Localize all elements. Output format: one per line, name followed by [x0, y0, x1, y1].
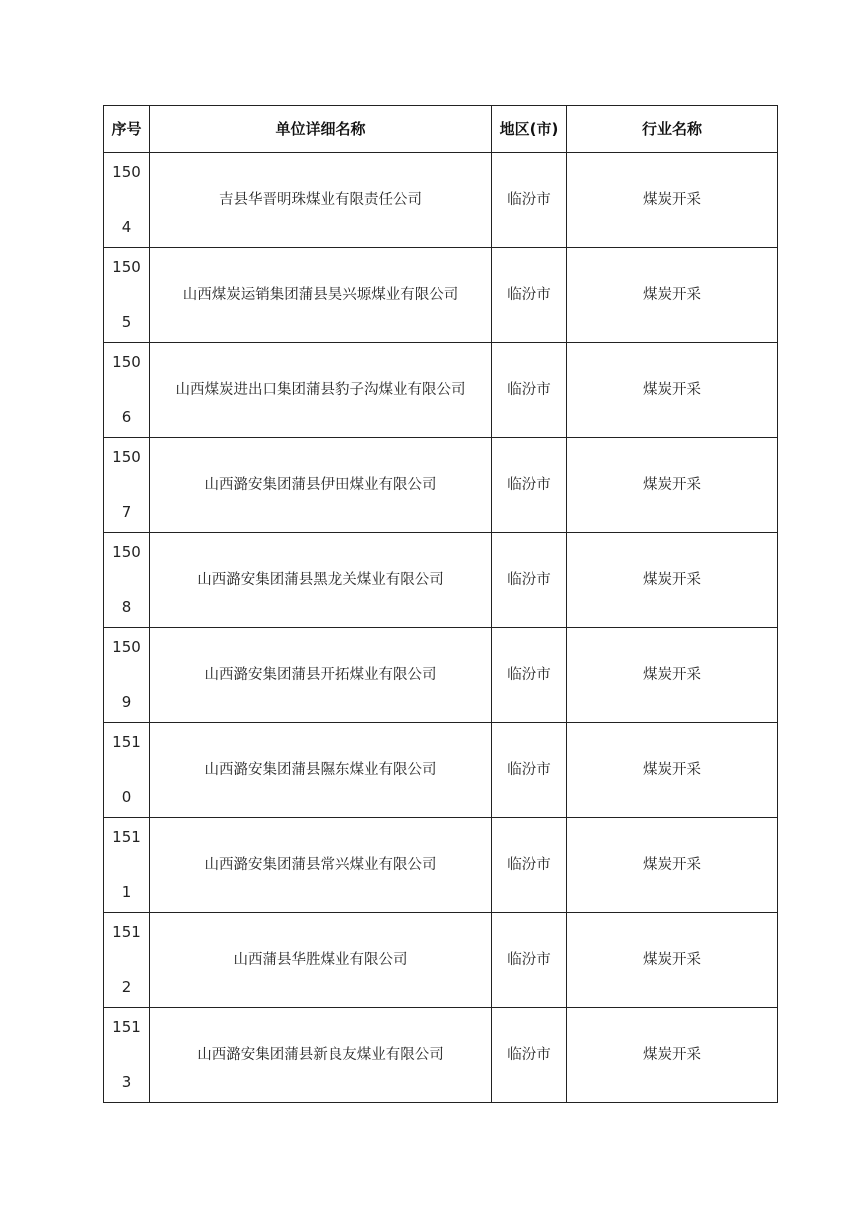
seq-top: 151: [112, 923, 141, 941]
industry-cell: 煤炭开采: [567, 438, 778, 533]
table-row: [104, 723, 778, 818]
industry-cell: 煤炭开采: [567, 343, 778, 438]
region-cell: 临汾市: [492, 343, 567, 438]
seq-cell: [104, 438, 150, 533]
seq-bottom: 5: [121, 313, 132, 331]
name-cell: 吉县华晋明珠煤业有限责任公司: [150, 153, 492, 248]
region-cell: 临汾市: [492, 438, 567, 533]
seq-top: 150: [112, 638, 141, 656]
name-cell: 山西潞安集团蒲县隰东煤业有限公司: [150, 723, 492, 818]
table-row: [104, 153, 778, 248]
seq-cell: [104, 723, 150, 818]
name-cell: 山西蒲县华胜煤业有限公司: [150, 913, 492, 1008]
seq-top: 151: [112, 733, 141, 751]
region-cell: 临汾市: [492, 1008, 567, 1103]
seq-top: 150: [112, 258, 141, 276]
header-name: 单位详细名称: [150, 106, 492, 153]
seq-cell: [104, 913, 150, 1008]
seq-bottom: 1: [121, 883, 132, 901]
seq-top: 150: [112, 543, 141, 561]
seq-bottom: 6: [121, 408, 132, 426]
header-row: [104, 106, 778, 153]
table-row: [104, 248, 778, 343]
region-cell: 临汾市: [492, 533, 567, 628]
header-industry: 行业名称: [567, 106, 778, 153]
seq-cell: [104, 343, 150, 438]
name-cell: 山西潞安集团蒲县黑龙关煤业有限公司: [150, 533, 492, 628]
region-cell: 临汾市: [492, 723, 567, 818]
name-cell: 山西煤炭运销集团蒲县昊兴塬煤业有限公司: [150, 248, 492, 343]
enterprise-table: [103, 105, 778, 1103]
seq-top: 151: [112, 828, 141, 846]
table-row: [104, 818, 778, 913]
seq-top: 150: [112, 448, 141, 466]
table-row: [104, 628, 778, 723]
seq-cell: [104, 818, 150, 913]
table-row: [104, 1008, 778, 1103]
seq-cell: [104, 153, 150, 248]
region-cell: 临汾市: [492, 913, 567, 1008]
seq-cell: [104, 1008, 150, 1103]
seq-cell: [104, 628, 150, 723]
region-cell: 临汾市: [492, 153, 567, 248]
industry-cell: 煤炭开采: [567, 913, 778, 1008]
seq-bottom: 4: [121, 218, 132, 236]
seq-bottom: 3: [121, 1073, 132, 1091]
name-cell: 山西潞安集团蒲县新良友煤业有限公司: [150, 1008, 492, 1103]
seq-bottom: 8: [121, 598, 132, 616]
region-cell: 临汾市: [492, 248, 567, 343]
industry-cell: 煤炭开采: [567, 248, 778, 343]
industry-cell: 煤炭开采: [567, 628, 778, 723]
header-seq: 序号: [104, 106, 150, 153]
seq-cell: [104, 248, 150, 343]
seq-bottom: 7: [121, 503, 132, 521]
industry-cell: 煤炭开采: [567, 818, 778, 913]
region-cell: 临汾市: [492, 818, 567, 913]
seq-bottom: 9: [121, 693, 132, 711]
header-region: 地区(市): [492, 106, 567, 153]
industry-cell: 煤炭开采: [567, 153, 778, 248]
table-row: [104, 533, 778, 628]
seq-bottom: 2: [121, 978, 132, 996]
table-row: [104, 913, 778, 1008]
industry-cell: 煤炭开采: [567, 723, 778, 818]
industry-cell: 煤炭开采: [567, 533, 778, 628]
seq-top: 150: [112, 353, 141, 371]
table-row: [104, 438, 778, 533]
name-cell: 山西潞安集团蒲县开拓煤业有限公司: [150, 628, 492, 723]
seq-top: 151: [112, 1018, 141, 1036]
name-cell: 山西潞安集团蒲县常兴煤业有限公司: [150, 818, 492, 913]
seq-bottom: 0: [121, 788, 132, 806]
seq-cell: [104, 533, 150, 628]
region-cell: 临汾市: [492, 628, 567, 723]
table-row: [104, 343, 778, 438]
name-cell: 山西煤炭进出口集团蒲县豹子沟煤业有限公司: [150, 343, 492, 438]
seq-top: 150: [112, 163, 141, 181]
name-cell: 山西潞安集团蒲县伊田煤业有限公司: [150, 438, 492, 533]
industry-cell: 煤炭开采: [567, 1008, 778, 1103]
